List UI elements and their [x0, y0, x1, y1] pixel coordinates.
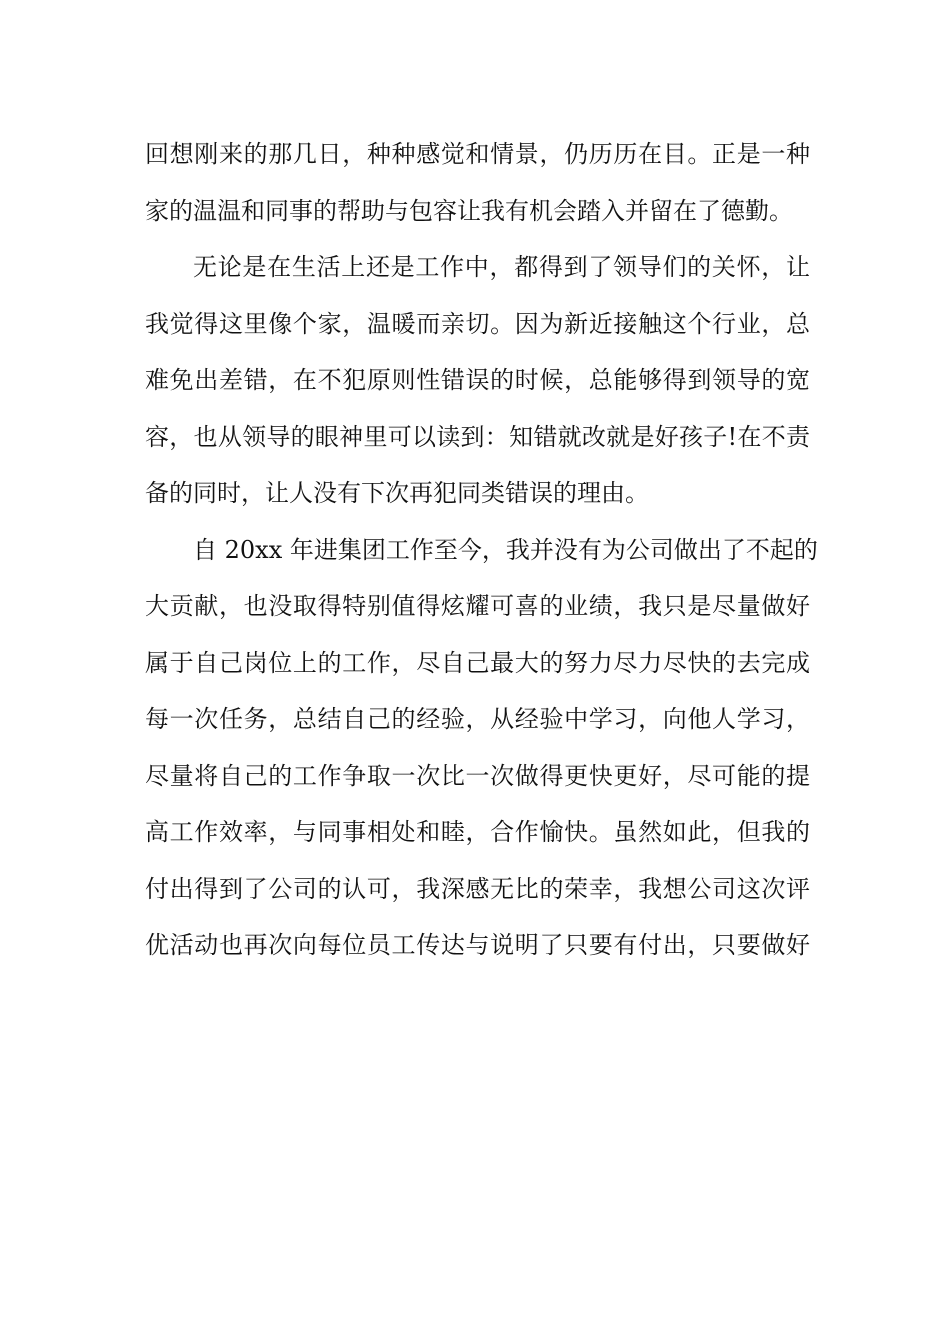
text-line: 回想刚来的那几日，种种感觉和情景，仍历历在目。正是一种 [145, 140, 810, 168]
paragraph-2 [145, 239, 810, 522]
text-line: 优活动也再次向每位员工传达与说明了只要有付出，只要做好 [145, 931, 810, 959]
text-line: 自 20xx 年进集团工作至今，我并没有为公司做出了不起的 [193, 535, 818, 564]
paragraph-3 [145, 522, 818, 974]
text-line: 大贡献，也没取得特别值得炫耀可喜的业绩，我只是尽量做好 [145, 592, 810, 620]
text-line: 家的温温和同事的帮助与包容让我有机会踏入并留在了德勤。 [145, 196, 793, 225]
text-line: 高工作效率，与同事相处和睦，合作愉快。虽然如此，但我的 [145, 818, 810, 846]
text-line: 我觉得这里像个家，温暖而亲切。因为新近接触这个行业，总 [145, 309, 810, 338]
document-body [145, 126, 818, 974]
text-line: 无论是在生活上还是工作中，都得到了领导们的关怀，让 [193, 253, 810, 281]
paragraph-1 [145, 126, 810, 239]
text-line: 难免出差错，在不犯原则性错误的时候，总能够得到领导的宽 [145, 366, 810, 394]
text-line: 属于自己岗位上的工作，尽自己最大的努力尽力尽快的去完成 [145, 648, 810, 677]
text-line: 备的同时，让人没有下次再犯同类错误的理由。 [145, 479, 649, 507]
text-line: 容，也从领导的眼神里可以读到：知错就改就是好孩子!在不责 [145, 422, 810, 451]
text-line: 付出得到了公司的认可，我深感无比的荣幸，我想公司这次评 [145, 874, 810, 903]
text-line: 尽量将自己的工作争取一次比一次做得更快更好，尽可能的提 [145, 761, 810, 790]
text-line: 每一次任务，总结自己的经验，从经验中学习，向他人学习， [145, 705, 810, 733]
